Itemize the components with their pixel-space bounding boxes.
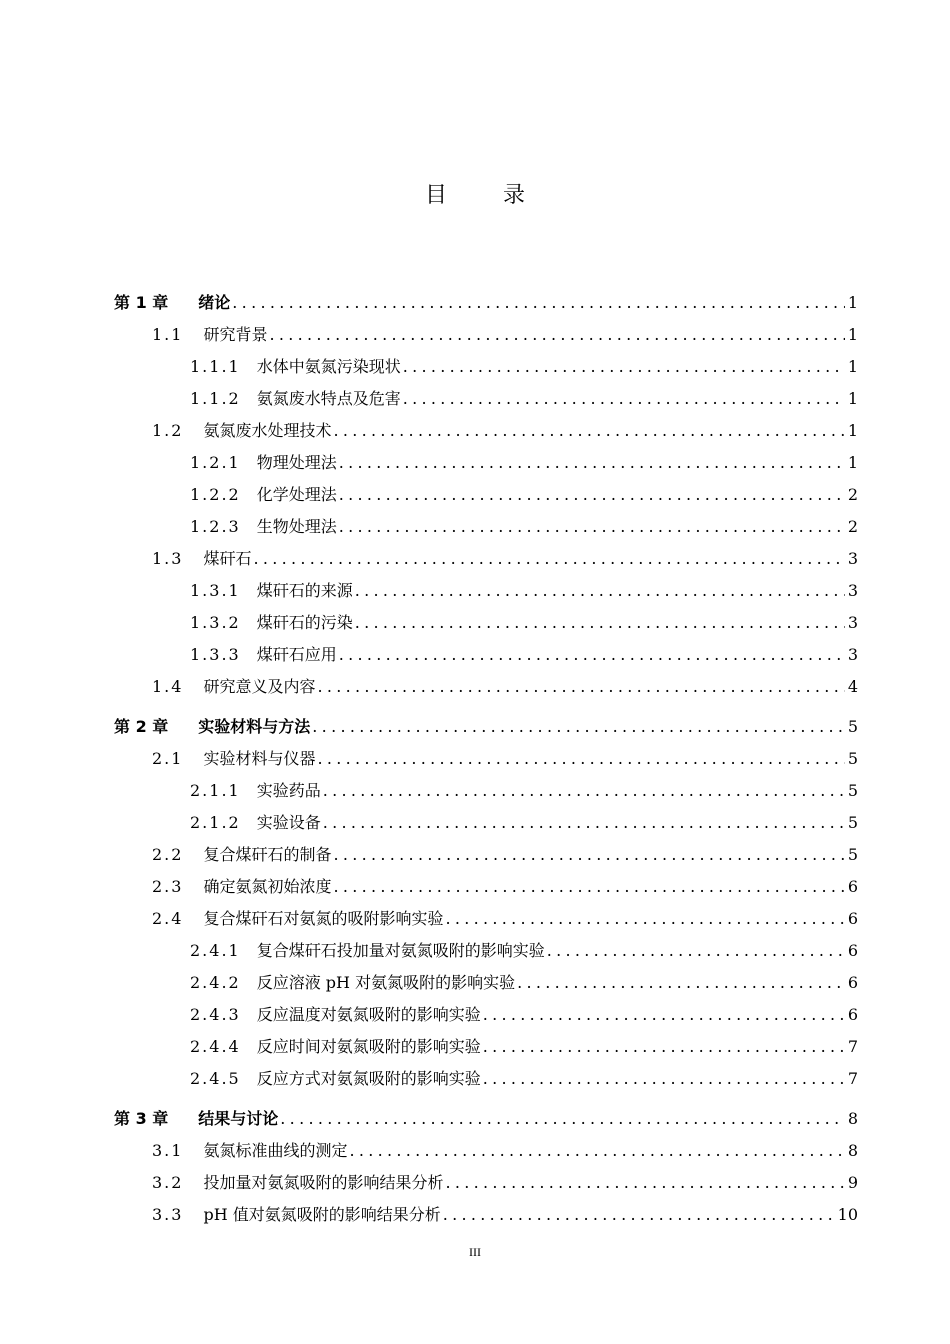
toc-entry[interactable] xyxy=(0,970,950,994)
toc-entry-number: 1.3 xyxy=(152,549,184,568)
toc-leader-dots xyxy=(333,844,844,866)
toc-entry-number: 第 1 章 xyxy=(114,293,169,312)
toc-entry[interactable] xyxy=(0,482,950,506)
toc-entry-title: 投加量对氨氮吸附的影响结果分析 xyxy=(203,1173,444,1192)
toc-entry[interactable] xyxy=(0,354,950,378)
toc-entry[interactable] xyxy=(0,642,950,666)
toc-entry-number: 1.2 xyxy=(152,421,184,440)
toc-leader-dots xyxy=(483,1068,845,1090)
toc-entry-title: 煤矸石的来源 xyxy=(256,581,353,600)
toc-title: 目录 xyxy=(424,183,581,208)
toc-entry-number: 2.4.2 xyxy=(190,973,241,992)
toc-entry-title: 物理处理法 xyxy=(256,453,337,472)
toc-entry[interactable] xyxy=(0,322,950,346)
toc-entry-title: pH 值对氨氮吸附的影响结果分析 xyxy=(203,1205,441,1224)
toc-entry-title: 煤矸石 xyxy=(203,549,252,568)
toc-entry[interactable] xyxy=(0,938,950,962)
toc-entry-number: 2.4.5 xyxy=(190,1069,241,1088)
toc-leader-dots xyxy=(339,452,845,474)
toc-entry-number: 1.1 xyxy=(152,325,184,344)
toc-entry[interactable] xyxy=(0,1002,950,1026)
toc-entry-number: 2.4 xyxy=(152,909,184,928)
toc-entry-number: 第 3 章 xyxy=(114,1109,169,1128)
toc-entry[interactable] xyxy=(0,386,950,410)
toc-entry-number: 1.4 xyxy=(152,677,184,696)
toc-entry-number: 3.2 xyxy=(152,1173,184,1192)
toc-leader-dots xyxy=(445,1172,844,1194)
toc-leader-dots xyxy=(333,420,844,442)
toc-leader-dots xyxy=(232,292,845,314)
toc-entry-title: 实验材料与方法 xyxy=(198,717,311,736)
toc-leader-dots xyxy=(339,516,845,538)
toc-entry-number: 1.2.1 xyxy=(190,453,241,472)
toc-entry[interactable] xyxy=(0,714,950,738)
toc-leader-dots xyxy=(355,580,845,602)
toc-leader-dots xyxy=(349,1140,844,1162)
toc-entry-title: 确定氨氮初始浓度 xyxy=(203,877,332,896)
toc-entry-page: 1 xyxy=(847,293,858,312)
toc-entry[interactable] xyxy=(0,1138,950,1162)
toc-leader-dots xyxy=(312,716,845,738)
toc-entry-title: 煤矸石应用 xyxy=(256,645,337,664)
toc-leader-dots xyxy=(339,484,845,506)
toc-entry-page: 3 xyxy=(847,645,858,664)
toc-entry-page: 3 xyxy=(847,581,858,600)
toc-entry-title: 水体中氨氮污染现状 xyxy=(256,357,401,376)
toc-entry-page: 4 xyxy=(847,677,858,696)
toc-entry-page: 6 xyxy=(847,877,858,896)
toc-entry-title: 反应方式对氨氮吸附的影响实验 xyxy=(256,1069,481,1088)
toc-entry-number: 2.4.4 xyxy=(190,1037,241,1056)
toc-leader-dots xyxy=(355,612,845,634)
toc-entry-page: 9 xyxy=(847,1173,858,1192)
toc-entry-title: 氨氮废水处理技术 xyxy=(203,421,332,440)
toc-entry-page: 5 xyxy=(847,781,858,800)
toc-leader-dots xyxy=(253,548,844,570)
toc-entry-number: 2.4.1 xyxy=(190,941,241,960)
toc-entry-title: 化学处理法 xyxy=(256,485,337,504)
toc-entry-title: 生物处理法 xyxy=(256,517,337,536)
toc-entry-page: 8 xyxy=(847,1109,858,1128)
toc-entry-page: 7 xyxy=(847,1037,858,1056)
toc-entry-title: 煤矸石的污染 xyxy=(256,613,353,632)
toc-entry-title: 研究背景 xyxy=(203,325,268,344)
toc-entry[interactable] xyxy=(0,578,950,602)
toc-entry[interactable] xyxy=(0,290,950,314)
toc-entry-page: 1 xyxy=(847,453,858,472)
toc-entry-page: 3 xyxy=(847,549,858,568)
toc-leader-dots xyxy=(547,940,845,962)
toc-entry-number: 2.3 xyxy=(152,877,184,896)
toc-entry-page: 3 xyxy=(847,613,858,632)
toc-entry-number: 3.1 xyxy=(152,1141,184,1160)
toc-entry-title: 绪论 xyxy=(198,293,231,312)
toc-entry-number: 2.1.1 xyxy=(190,781,241,800)
toc-leader-dots xyxy=(483,1036,845,1058)
toc-leader-dots xyxy=(483,1004,845,1026)
toc-entry-page: 7 xyxy=(847,1069,858,1088)
toc-leader-dots xyxy=(317,748,844,770)
toc-entry-number: 1.1.2 xyxy=(190,389,241,408)
toc-leader-dots xyxy=(339,644,845,666)
toc-entry-page: 2 xyxy=(847,485,858,504)
toc-leader-dots xyxy=(443,1204,835,1226)
toc-entry[interactable] xyxy=(0,1170,950,1194)
toc-leader-dots xyxy=(403,356,845,378)
toc-entry-title: 氨氮废水特点及危害 xyxy=(256,389,401,408)
toc-entry-number: 2.1 xyxy=(152,749,184,768)
toc-entry-title: 研究意义及内容 xyxy=(203,677,316,696)
toc-entry[interactable] xyxy=(0,610,950,634)
toc-leader-dots xyxy=(269,324,844,346)
toc-entry[interactable] xyxy=(0,674,950,698)
toc-entry[interactable] xyxy=(0,842,950,866)
toc-entry-title: 实验材料与仪器 xyxy=(203,749,316,768)
toc-entry[interactable] xyxy=(0,1202,950,1226)
toc-entry-page: 5 xyxy=(847,717,858,736)
toc-entry-page: 1 xyxy=(847,357,858,376)
toc-entry-page: 1 xyxy=(847,421,858,440)
toc-entry-number: 第 2 章 xyxy=(114,717,169,736)
toc-entry-title: 复合煤矸石对氨氮的吸附影响实验 xyxy=(203,909,444,928)
toc-entry-number: 1.1.1 xyxy=(190,357,241,376)
toc-leader-dots xyxy=(403,388,845,410)
toc-entry-title: 反应溶液 pH 对氨氮吸附的影响实验 xyxy=(256,973,516,992)
toc-entry-number: 3.3 xyxy=(152,1205,184,1224)
toc-entry-number: 1.2.2 xyxy=(190,485,241,504)
toc-leader-dots xyxy=(323,812,845,834)
toc-entry[interactable] xyxy=(0,450,950,474)
toc-entry[interactable] xyxy=(0,1066,950,1090)
toc-entry-number: 1.3.2 xyxy=(190,613,241,632)
toc-entry[interactable] xyxy=(0,874,950,898)
toc-entry-page: 8 xyxy=(847,1141,858,1160)
toc-entry[interactable] xyxy=(0,514,950,538)
toc-entry-page: 5 xyxy=(847,749,858,768)
toc-entry-page: 1 xyxy=(847,389,858,408)
toc-entry-title: 复合煤矸石的制备 xyxy=(203,845,332,864)
toc-entry-page: 5 xyxy=(847,813,858,832)
toc-leader-dots xyxy=(445,908,844,930)
toc-entry-page: 6 xyxy=(847,1005,858,1024)
toc-leader-dots xyxy=(517,972,845,994)
page-number-footer: III xyxy=(469,1245,481,1259)
toc-entry[interactable] xyxy=(0,746,950,770)
toc-leader-dots xyxy=(333,876,844,898)
toc-entry[interactable] xyxy=(0,1034,950,1058)
toc-entry-page: 1 xyxy=(847,325,858,344)
toc-entry-number: 2.2 xyxy=(152,845,184,864)
toc-leader-dots xyxy=(280,1108,845,1130)
toc-entry[interactable] xyxy=(0,906,950,930)
toc-entry-title: 实验药品 xyxy=(256,781,321,800)
toc-entry-title: 复合煤矸石投加量对氨氮吸附的影响实验 xyxy=(256,941,545,960)
toc-entry-number: 1.3.1 xyxy=(190,581,241,600)
toc-entry[interactable] xyxy=(0,1106,950,1130)
toc-entry-page: 6 xyxy=(847,909,858,928)
toc-leader-dots xyxy=(317,676,844,698)
toc-entry-number: 1.3.3 xyxy=(190,645,241,664)
toc-entry-page: 6 xyxy=(847,973,858,992)
toc-entry-title: 反应温度对氨氮吸附的影响实验 xyxy=(256,1005,481,1024)
toc-entry-number: 2.4.3 xyxy=(190,1005,241,1024)
toc-entry-title: 反应时间对氨氮吸附的影响实验 xyxy=(256,1037,481,1056)
toc-entry-title: 氨氮标准曲线的测定 xyxy=(203,1141,348,1160)
toc-entry[interactable] xyxy=(0,778,950,802)
toc-entry-page: 2 xyxy=(847,517,858,536)
toc-entry[interactable] xyxy=(0,810,950,834)
toc-entry-page: 5 xyxy=(847,845,858,864)
toc-entry-page: 10 xyxy=(837,1205,858,1224)
toc-entry-page: 6 xyxy=(847,941,858,960)
toc-entry[interactable] xyxy=(0,418,950,442)
toc-entry-number: 2.1.2 xyxy=(190,813,241,832)
toc-entry[interactable] xyxy=(0,546,950,570)
toc-entry-title: 实验设备 xyxy=(256,813,321,832)
toc-leader-dots xyxy=(323,780,845,802)
toc-entry-number: 1.2.3 xyxy=(190,517,241,536)
toc-entry-title: 结果与讨论 xyxy=(198,1109,279,1128)
